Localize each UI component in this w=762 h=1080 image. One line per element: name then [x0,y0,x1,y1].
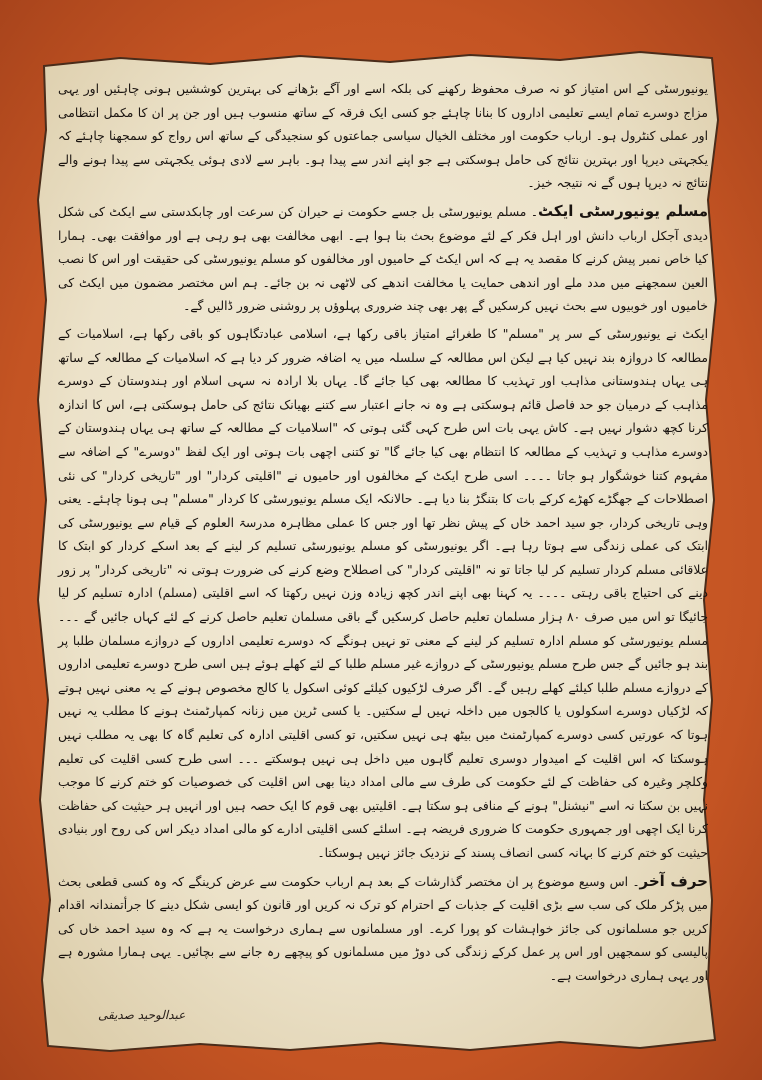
paragraph-conclusion-text: ۔ اس وسیع موضوع پر ان مختصر گذارشات کے بعد ہم ارباب حکومت سے عرض کرینگے کہ وہ کسی قطعی بحث میں پڑکر ملک کی سب سے بڑی اقلیت کے جذبات کے احترام کو ترک نہ کریں اور قانون کو ایسی شکل دینے کا جرأتمندانہ اقدام کریں جو مسلمانوں کی جائز خواہشات کو پورا کرے۔ اور مسلمانوں سے ہماری درخواست یہ ہے کہ وہ سید احمد خاں کی پالیسی کو سمجھیں اور اس پر عمل کرکے زندگی کی دوڑ میں مسلمانوں کو پیچھے رہ جانے سے بچائیں۔ یہی ہمارا مشورہ ہے اور یہی ہماری درخواست ہے۔ [58,874,708,983]
paragraph-character [58,323,708,866]
paragraph-conclusion [58,870,708,989]
paragraph-intro [58,78,708,196]
heading-final-word: حرف آخر [639,871,708,890]
paragraph-character-text: ایکٹ نے یونیورسٹی کے سر پر "مسلم" کا طغرائے امتیاز باقی رکھا ہے، اسلامی عبادتگاہوں کو باقی رکھا ہے، اسلامیات کے مطالعہ کا دروازہ بند نہیں کیا ہے لیکن اس مطالعہ کے سلسلہ میں یہ اضافہ ضرور کر دیا ہے کہ اسلامیات کے مطالعہ کے ساتھ ہی یہاں ہندوستانی مذاہب اور تہذیب کا مطالعہ بھی کیا جائے گا۔ یہاں بلا ارادہ نہ سہی اسلام اور ہندوستان کے دوسرے مذاہب کے درمیان جو حد فاصل قائم ہوسکتی ہے وہ نہ جانے اعتبار سے کتنے بھیانک نتائج کی حامل ہوسکتی ہے، اس کا اندازہ کرنا کچھ دشوار نہیں ہے۔ کاش یہی بات اس طرح کہی گئی ہوتی کہ "اسلامیات کے مطالعہ کے ساتھ ہی یہاں ہندوستان کے دوسرے مذاہب و تہذیب کے مطالعہ کا انتظام بھی کیا جائے گا" تو کتنی اچھی بات ہوتی اور ایک لفظ "دوسرے" کے اضافہ سے مفہوم کتنا خوشگوار ہو جاتا ۔۔۔۔ اسی طرح ایکٹ کے مخالفوں اور حامیوں نے "اقلیتی کردار" اور "تاریخی کردار" کی نئی اصطلاحات کے جھگڑے کھڑے کرکے بات کا بتنگڑ بنا دیا ہے۔ حالانکہ ایک مسلم یونیورسٹی کا کردار "مسلم" ہی ہونا چاہئے۔ یعنی وہی تاریخی کردار، جو سید احمد خاں کے پیش نظر تھا اور جس کا عملی مظاہرہ مدرسۃ العلوم کے قیام سے یونیورسٹی کی ابتک کی عملی زندگی سے ہوتا رہا ہے۔ اگر یونیورسٹی کو مسلم یونیورسٹی تسلیم کر لینے کے بعد اسکے کردار کو ابتک کا علاقائی مسلم کردار تسلیم کر لیا جاتا تو نہ "اقلیتی کردار" کی اصطلاح وضع کرنے کی ضرورت ہوتی نہ "تاریخی کردار" پر زور دینے کی احتیاج باقی رہتی ۔۔۔۔ یہ کہنا بھی اپنے اندر کچھ زیادہ وزن نہیں رکھتا کہ اسے اقلیتی (مسلم) ادارہ تسلیم کر لیا جائیگا تو اس میں صرف ۸۰ ہزار مسلمان تعلیم حاصل کرسکیں گے باقی مسلمان تعلیم حاصل کرنے کے لئے کہاں جائیں گے ۔۔۔ مسلم یونیورسٹی کو مسلم ادارہ تسلیم کر لینے کے معنی تو نہیں ہونگے کہ دوسرے تعلیمی اداروں کے دروازے مسلمان طلبا پر بند ہو جائیں گے جس طرح مسلم یونیورسٹی کے دروازے غیر مسلم طلبا کے لئے کھلے ہوئے ہیں اسی طرح دوسرے تعلیمی اداروں کے دروازے مسلم طلبا کیلئے کھلے رہیں گے۔ اگر صرف لڑکیوں کیلئے کوئی اسکول یا کالج مخصوص ہونے کے یہ معنی نہیں ہوتے کہ لڑکیاں دوسرے اسکولوں یا کالجوں میں داخلہ نہیں لے سکتیں۔ یا کسی ٹرین میں زنانہ کمپارٹمنٹ ہونے کا مطلب یہ نہیں ہوتا کہ عورتیں کسی دوسرے کمپارٹمنٹ میں بیٹھ ہی نہیں سکتیں، تو کسی اقلیتی ادارہ کی تعلیم گاہ کا بھی یہ مطلب نہیں ہوسکتا کہ اس اقلیت کے امیدوار دوسری تعلیم گاہوں میں داخل ہی نہیں ہوسکتے ۔۔۔ اسی طرح کسی اقلیت کی تعلیم وکلچر وغیرہ کی حفاظت کے لئے حکومت کی طرف سے مالی امداد دینا بھی اس اقلیت کی خصوصیات کو ختم کرنے کا موجب نہیں بن سکتا نہ اسے "نیشنل" ہونے کے منافی ہو سکتا ہے۔ اقلیتیں بھی قوم کا ایک حصہ ہیں اور انہیں ہر حیثیت کی حفاظت کرنا ایک اچھی اور جمہوری حکومت کا ضروری فریضہ ہے۔ اسلئے کسی اقلیتی ادارے کو مالی امداد دیکر اس کی روح اور بنیادی حیثیت کو ختم کرنے کا بہانہ کسی انصاف پسند کے نزدیک جائز نہیں ہوسکتا۔ [58,326,708,860]
article-body [58,78,708,1048]
heading-muslim-university-act: مسلم یونیورسٹی ایکٹ [537,201,709,220]
paragraph-act [58,200,708,319]
author-signature: عبدالوحید صدیقی [98,1008,186,1022]
paragraph-intro-text: یونیورسٹی کے اس امتیاز کو نہ صرف محفوظ رکھنے کی بلکہ اسے اور آگے بڑھانے کی بہترین کوششیں ہونی چاہئیں اور یہی مزاج دوسرے تمام ایسے تعلیمی اداروں کا بنانا چاہئے جو کسی ایک فرقہ کے ساتھ منسوب ہیں اور جن پر ان کا مکمل انتظامی اور عملی کنٹرول ہو۔ ارباب حکومت اور مختلف الخیال سیاسی جماعتوں کو سنجیدگی کے ساتھ اس رواج کو سمجھنا چاہئے کہ یکجہتی دیرپا اور بہترین نتائج کی حامل ہوسکتی ہے جو اپنے اندر سے پیدا ہو۔ باہر سے لادی ہوئی یکجہتی سے پیدا ہونے والے نتائج نہ دیرپا ہوں گے نہ نتیجہ خیز۔ [58,82,708,191]
paragraph-act-text: ۔ مسلم یونیورسٹی بل جسے حکومت نے حیران کن سرعت اور چابکدستی سے ایکٹ کی شکل دیدی آجکل ارباب دانش اور اہل فکر کے لئے موضوع بحث بنا ہوا ہے۔ ابھی مخالفت بھی ہو رہی ہے اور موافقت بھی۔ ہمارا کیا خاص نمبر پیش کرنے کا مقصد یہ ہے کہ اس ایکٹ کے حامیوں اور مخالفوں کو مسلم یونیورسٹی کی حقیقت اور اس کا نصب العین سمجھنے میں مدد ملے اور اندھی حمایت یا مخالفت اندھے کی لاٹھی نہ بن جائے۔ ہم اس مختصر مضمون میں ایکٹ کی خامیوں اور خوبیوں سے بحث نہیں کرسکیں گے پھر بھی چند ضروری پہلوؤں پر روشنی ضرور ڈالیں گے۔ [58,204,708,314]
